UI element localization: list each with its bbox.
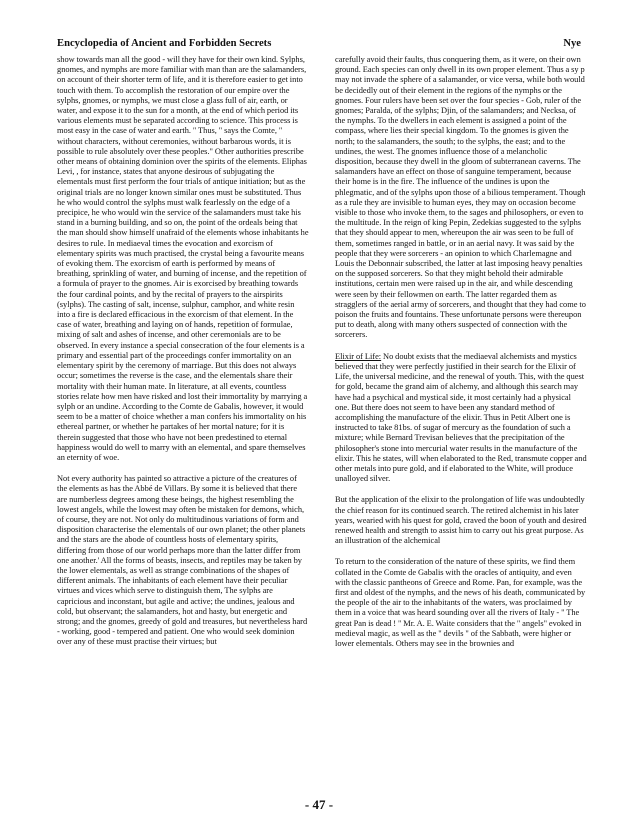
paragraph: carefully avoid their faults, thus conquering them, as it were, on their own ground. Each species can only dwell in its own proper element. Thus a sy p may not invade the sphere of a salamander, or vice versa, while both would be decidedly out of their element in the regions of the nymphs or the gnomes. Four rulers have been set over the four species - Gob, ruler of the gnomes; Paralda, of the sylphs; Djin, of the salamanders; and Necksa, of the nymphs. To the dwellers in each element is assigned a point of the compass, where lies their special kingdom. To the gnomes is given the north; to the salamanders, the south; to the sylphs, the east; and to the undines, the west. The gnomes influence those of a melancholic disposition, because they dwell in the gloom of subterranean caverns. The salamanders have an effect on those of sanguine temperament, because their home is in the fire. The influence of the undines is upon the phlegmatic, and of the sylphs upon those of a bilious temperament. Though as a rule they are invisible to human eyes, they may on occasion become visible to those who invoke them, to the sages and philosophers, or even to the multitude. In the reign of king Pepin, Zedekias suggested to the sylphs that they should appear to men, whereupon the air was seen to be full of them, sometimes ranged in battle, or in an aerial navy. It was said by the people that they were sorcerers - an opinion to which Charlemagne and Louis the Debonnair subscribed, the latter at last imposing heavy penalties on the supposed sorcerers. So that they might behold their admirable institutions, certain men were raised up in the air, and while descending were seen by their fellowmen on earth. The latter regarded them as stragglers of the aerial army of sorcerers, and thought that they had come to poison the fruits and fountains. These unfortunate persons were thereupon put to death, along with many others suspected of connection with the sorcerers. [335, 55, 586, 340]
running-header [57, 38, 581, 50]
paragraph: But the application of the elixir to the prolongation of life was undoubtedly the chief reason for its continued search. The retired alchemist in his later years, wearied with his quest for gold, craved the boon of youth and desired renewed health and strength to assist him to carry out his great purpose. As an illustration of the alchemical [335, 495, 587, 546]
paragraph-elixir [335, 352, 587, 485]
left-column [57, 55, 309, 648]
paragraph-body: No doubt exists that the mediaeval alchemists and mystics believed that they were perfectly justified in their search for the Elixir of Life, the universal medicine, and the renewal of youth. This, with the quest for gold, became the grand aim of alchemy, and although this search may have had a psychical and mystical side, it most certainly had a physical one. But there does not seem to have been any standard method of accomplishing the manufacture of the elixir. Thus in Petit Albert one is instructed to take 81bs. of sugar of mercury as the foundation of such a mixture; while Bernard Trevisan believes that the precipitation of the philosopher's stone into mercurial water results in the manufacture of the elixir. This he states, will when elaborated to the Red, transmute copper and other metals into pure gold, and if elaborated to the White, will produce unalloyed silver. [335, 351, 587, 484]
paragraph: To return to the consideration of the nature of these spirits, we find them collated in the Comte de Gabalis with the oracles of antiquity, and even with the classic pantheons of Greece and Rome. Pan, for example, was the first and oldest of the nymphs, and the news of his death, communicated by the people of the air to the inhabitants of the waters, was proclaimed by them in a voice that was heard sounding over all the rivers of Italy - " The great Pan is dead ! " Mr. A. E. Waite considers that the " angels" evoked in medieval magic, as well as the " devils " of the Sabbath, were higher or lower elementals. Others may see in the brownies and [335, 557, 586, 648]
right-column [335, 55, 587, 649]
section-term: Elixir of Life: [335, 351, 382, 361]
paragraph: show towards man all the good - will they have for their own kind. Sylphs, gnomes, and nymphs are more familiar with man than are the salamanders, on account of their shorter term of life, and it is therefore easier to get into touch with them. To accomplish the restoration of our empire over the sylphs, gnomes, or nymphs, we must close a glass full of air, earth, or water, and expose it to the sun for a month, at the end of which period its various elements must be separated according to science. This process is most easy in the case of water and earth. " Thus, " says the Comte, " without characters, without ceremonies, without barbarous words, it is possible to rule absolutely over these peoples." Other authorities prescribe other means of obtaining dominion over the spirits of the elements. Eliphas Levi, , for instance, states that anyone desirous of subjugating the elementals must first perform the four trials of antique initiation; but as the original trials are no longer known similar ones must be substituted. Thus he who would control the sylphs must walk fearlessly on the edge of a precipice, he who would win the service of the salamanders must take his stand in a burning building, and so on, the point of the ordeals being that the man should show himself unafraid of the elements whose inhabitants he desires to rule. In mediaeval times the evocation and exorcism of elementary spirits was much practised, the crystal being a favourite means of evoking them. The exorcism of earth is performed by means of breathing, sprinkling of water, and burning of incense, and the repetition of a formula of prayer to the gnomes. Air is exorcised by breathing towards the four cardinal points, and by the recital of prayers to the airspirits (sylphs). The casting of salt, incense, sulphur, camphor, and white resin into a fire is declared efficacious in the exorcism of that element. In the case of water, breathing and laying on of hands, repetition of formulae, mixing of salt and ashes of incense, and other ceremonials are to be observed. In every instance a special consecration of the four elements is a primary and essential part of the proceedings confer immortality on an elementary spirit by the ceremony of marriage. But this does not always occur; sometimes the reverse is the case, and the elementals share their mortality with their human mate. In literature, at all events, countless stories relate how men have risked and lost their immortality by marrying a sylph or an undine. According to the Comte de Gabalis, however, it would seem to be a matter of choice whether a man confers his immortality on his ethereal partner, or whether he partakes of her mortal nature; for it is therein suggested that those who have not been predestined to eternal happiness would do well to marry with an elemental, and spare themselves an eternity of woe. [57, 55, 309, 462]
author-name: Nye [563, 38, 581, 49]
book-title: Encyclopedia of Ancient and Forbidden Secrets [57, 38, 272, 49]
paragraph: Not every authority has painted so attractive a picture of the creatures of the elements as has the Abbé de Villars. By some it is believed that there are numberless degrees among these beings, the highest resembling the lowest angels, while the lowest may often be mistaken for demons, which, of course, they are not. Not only do multitudinous variations of form and disposition characterise the elementals of our own planet; the other planets and the stars are the abode of countless hosts of elementary spirits, differing from those of our world perhaps more than the latter differ from one another.' All the forms of beasts, insects, and reptiles may be taken by the lower elementals, as well as strange combinations of the shapes of different animals. The inhabitants of each element have their peculiar virtues and vices which serve to distinguish them, The sylphs are capricious and inconstant, but agile and active; the undines, jealous and cold, but observant; the salamanders, hot and hasty, but energetic and strong; and the gnomes, greedy of gold and treasures, but nevertheless hard - working, good - tempered and patient. One who would seek dominion over any of these must practise their virtues; but [57, 474, 308, 647]
page-number: - 47 - [304, 797, 334, 812]
